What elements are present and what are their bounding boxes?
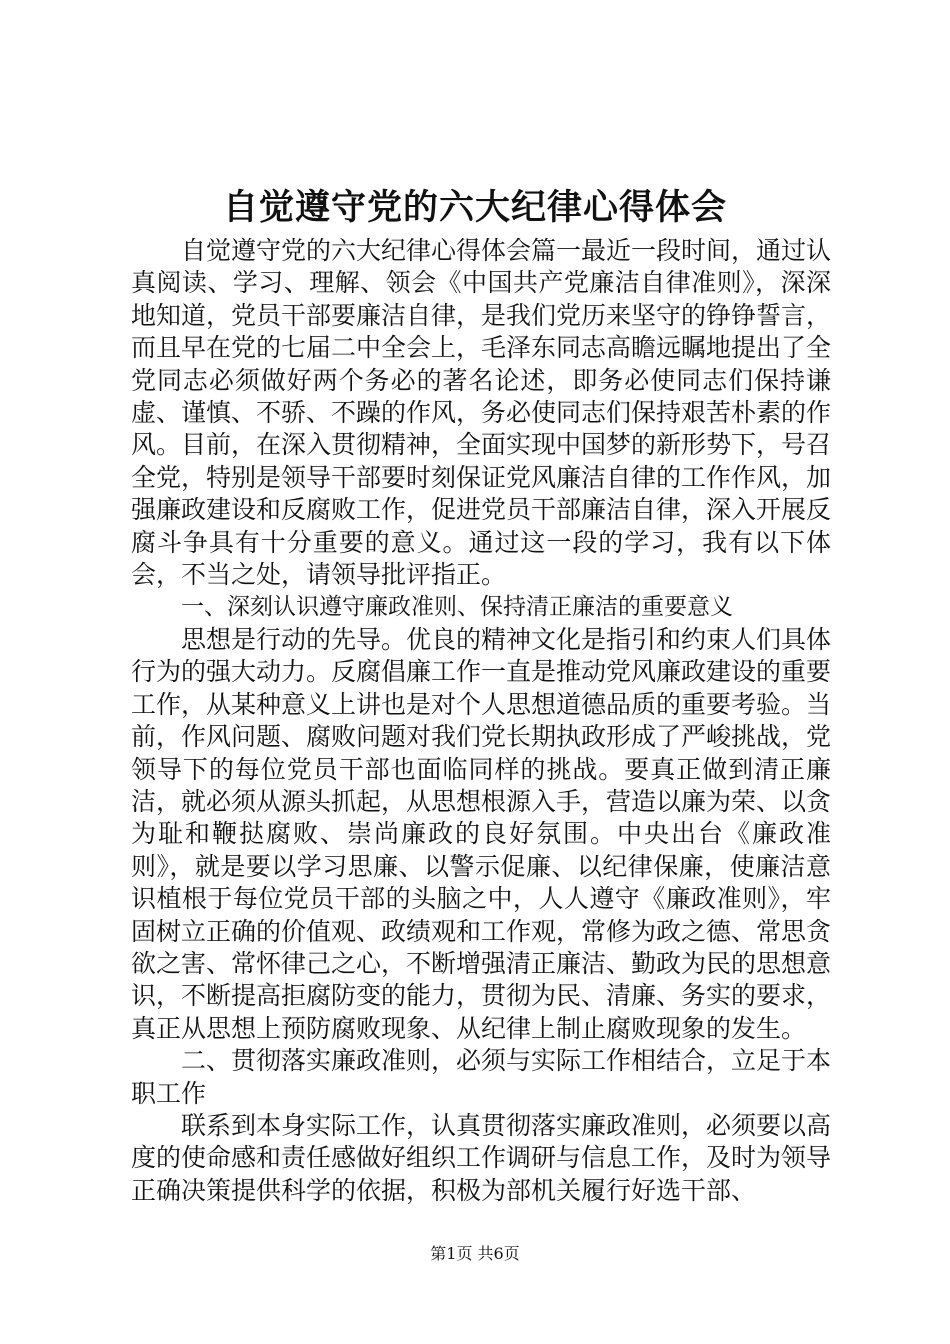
section-heading-1: 一、深刻认识遵守廉政准则、保持清正廉洁的重要意义 [181, 594, 733, 621]
paragraph-intro: 自觉遵守党的六大纪律心得体会篇一最近一段时间，通过认真阅读、学习、理解、领会《中国共产党廉洁自律准则》，深深地知道，党员干部要廉洁自律，是我们党历来坚守的铮铮誓言，而且早在党的七届二中全会上，毛泽东同志高瞻远瞩地提出了全党同志必须做好两个务必的著名论述，即务必使同志们保持谦虚、谨慎、不骄、不躁的作风，务必使同志们保持艰苦朴素的作风。目前，在深入贯彻精神，全面实现中国梦的新形势下，号召全党，特别是领导干部要时刻保证党风廉洁自律的工作作风，加强廉政建设和反腐败工作，促进党员干部廉洁自律，深入开展反腐斗争具有十分重要的意义。通过这一段的学习，我有以下体会，不当之处，请领导批评指正。 [131, 236, 832, 590]
paragraph-section-2: 联系到本身实际工作，认真贯彻落实廉政准则，必须要以高度的使命感和责任感做好组织工作调研与信息工作，及时为领导正确决策提供科学的依据，积极为部机关履行好选干部、 [131, 1110, 832, 1205]
page-footer: 第1页 共6页 [430, 1244, 520, 1263]
document-body [131, 235, 831, 1207]
section-heading-2: 二、贯彻落实廉政准则，必须与实际工作相结合，立足于本职工作 [131, 1046, 832, 1108]
document-title: 自觉遵守党的六大纪律心得体会 [222, 187, 727, 228]
paragraph-section-1: 思想是行动的先导。优良的精神文化是指引和约束人们具体行为的强大动力。反腐倡廉工作一直是推动党风廉政建设的重要工作，从某种意义上讲也是对个人思想道德品质的重要考验。当前，作风问题、腐败问题对我们党长期执政形成了严峻挑战，党领导下的每位党员干部也面临同样的挑战。要真正做到清正廉洁，就必须从源头抓起，从思想根源入手，营造以廉为荣、以贪为耻和鞭挞腐败、崇尚廉政的良好氛围。中央出台《廉政准则》，就是要以学习思廉、以警示促廉、以纪律保廉，使廉洁意识植根于每位党员干部的头脑之中，人人遵守《廉政准则》，牢固树立正确的价值观、政绩观和工作观，常修为政之德、常思贪欲之害、常怀律己之心，不断增强清正廉洁、勤政为民的思想意识，不断提高拒腐防变的能力，贯彻为民、清廉、务实的要求，真正从思想上预防腐败现象、从纪律上制止腐败现象的发生。 [131, 624, 832, 1043]
